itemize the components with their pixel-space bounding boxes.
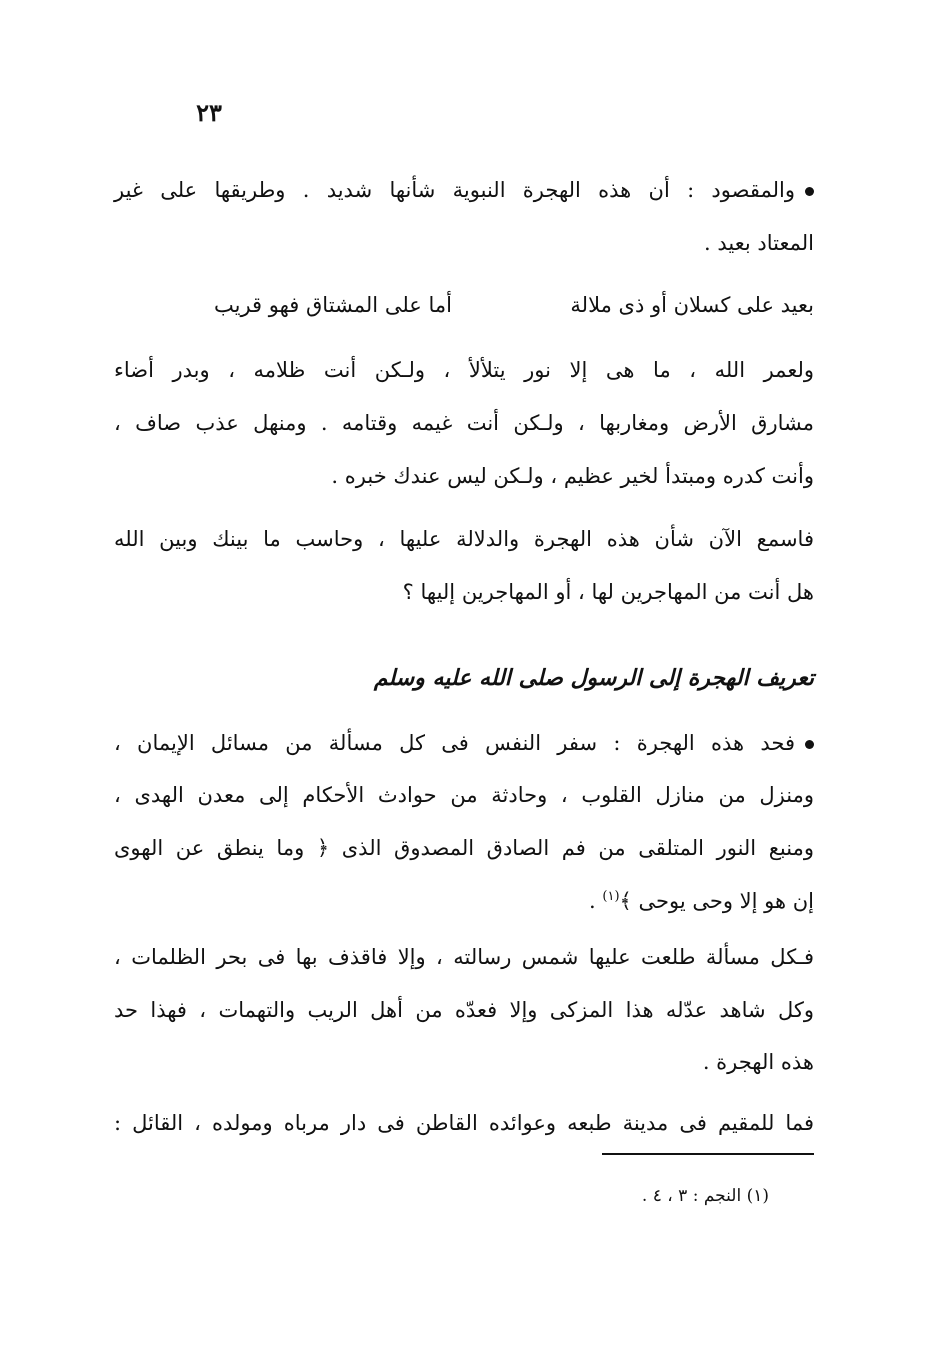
page-number: ٢٣ xyxy=(196,98,222,127)
paragraph-2-line-2: مشارق الأرض ومغاربها ، ولـكن أنت غيمه وقتامه . ومنهل عذب صاف ، xyxy=(114,411,814,435)
bullet-icon xyxy=(805,740,814,749)
paragraph-3-line-2: هل أنت من المهاجرين لها ، أو المهاجرين إليها ؟ xyxy=(402,580,814,604)
paragraph-5-line-1: فـكل مسألة طلعت عليها شمس رسالته ، وإلا فاقذف بها فى بحر الظلمات ، xyxy=(114,945,814,969)
paragraph-2-line-1: ولعمر الله ، ما هى إلا نور يتلألأ ، ولـكن أنت ظلامه ، وبدر أضاء xyxy=(114,358,814,382)
footnote-divider xyxy=(602,1153,814,1155)
bullet-icon xyxy=(805,187,814,196)
paragraph-1-line-2: المعتاد بعيد . xyxy=(704,231,814,255)
paragraph-4-line-4 xyxy=(114,886,814,916)
paragraph-4-line-4-end: . xyxy=(589,889,603,913)
paragraph-4-line-2: ومنزل من منازل القلوب ، وحادثة من حوادث الأحكام إلى معدن الهدى ، xyxy=(114,783,814,807)
paragraph-4-line-4-text: إن هو إلا وحى يوحى ﴾ xyxy=(619,889,814,913)
paragraph-4-line-3: ومنبع النور المتلقى من فم الصادق المصدوق الذى ﴿ وما ينطق عن الهوى xyxy=(114,836,814,860)
paragraph-5-line-2: وكل شاهد عدّله هذا المزكى وإلا فعدّه من أهل الريب والتهمات ، فهذا حد xyxy=(114,998,814,1022)
paragraph-6-line-1: فما للمقيم فى مدينة طبعه وعوائده القاطن فى دار مرباه ومولده ، القائل : xyxy=(114,1111,814,1135)
verse-second-hemistich: أما على المشتاق فهو قريب xyxy=(214,293,452,317)
section-heading: تعريف الهجرة إلى الرسول صلى الله عليه وسلم xyxy=(373,665,814,691)
paragraph-5-line-3: هذه الهجرة . xyxy=(702,1050,814,1074)
paragraph-3-line-1: فاسمع الآن شأن هذه الهجرة والدلالة عليها ، وحاسب ما بينك وبين الله xyxy=(114,527,814,551)
paragraph-4-line-1-text: فحد هذه الهجرة : سفر النفس فى كل مسألة من مسائل الإيمان ، xyxy=(114,731,795,755)
footnote-reference: (١) xyxy=(602,889,620,904)
paragraph-1-line-1 xyxy=(114,175,814,205)
verse-first-hemistich: بعيد على كسلان أو ذى ملالة xyxy=(570,293,814,317)
footnote: (١) النجم : ٣ ، ٤ . xyxy=(641,1186,769,1206)
verse xyxy=(214,290,814,320)
paragraph-1-line-1-text: والمقصود : أن هذه الهجرة النبوية شأنها شديد . وطريقها على غير xyxy=(114,178,795,202)
paragraph-2-line-3: وأنت كدره ومبتدأ لخير عظيم ، ولـكن ليس عندك خبره . xyxy=(331,464,814,488)
paragraph-4-line-1 xyxy=(114,728,814,758)
